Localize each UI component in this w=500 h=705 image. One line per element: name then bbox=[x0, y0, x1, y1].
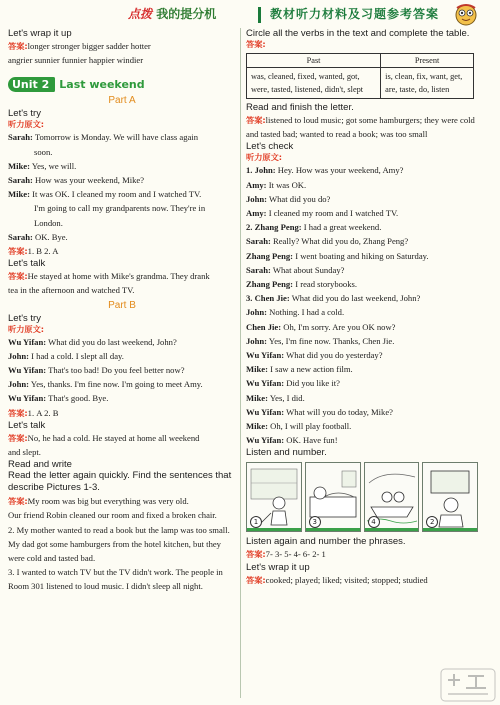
answer-text: My room was big but everything was very old. bbox=[27, 496, 189, 507]
picture-base-strip bbox=[306, 528, 360, 531]
dialogue-line: What did you do last weekend, John? bbox=[48, 336, 177, 347]
dialogue-line: What will you do today, Mike? bbox=[286, 406, 393, 417]
dialogue-row bbox=[246, 334, 478, 348]
picture-boating bbox=[364, 462, 420, 532]
dialogue-row bbox=[246, 419, 478, 433]
dialogue-line: Yes, I did. bbox=[269, 392, 305, 403]
instruction-text: Read the letter again quickly. Find the sentences that describe Pictures 1-3. bbox=[8, 470, 232, 494]
section-heading-lets-try: Let's try bbox=[8, 312, 41, 324]
section-heading-wrap: Let's wrap it up bbox=[246, 561, 310, 573]
picture-number: 3 bbox=[309, 516, 321, 528]
speaker: Mike: bbox=[8, 189, 30, 200]
dialogue-row bbox=[246, 206, 478, 220]
dialogue-line: Yes, we will. bbox=[31, 160, 77, 171]
speaker: Wu Yifan: bbox=[246, 378, 285, 389]
speaker: Wu Yifan: bbox=[246, 435, 285, 446]
table-row bbox=[247, 68, 474, 99]
answer-text: cooked; played; liked; visited; stopped; studied bbox=[265, 574, 428, 585]
dialogue-line: Really? What did you do, Zhang Peng? bbox=[273, 236, 409, 247]
speaker: Wu Yifan: bbox=[246, 350, 285, 361]
dialogue-line: What did you do yesterday? bbox=[286, 350, 383, 361]
page-header bbox=[0, 0, 500, 28]
watermark-logo-icon bbox=[440, 668, 496, 702]
speaker: John: bbox=[8, 379, 30, 390]
left-column bbox=[8, 28, 236, 594]
dialogue-line: What did you do? bbox=[269, 193, 331, 204]
section-heading-lets-talk: Let's talk bbox=[8, 258, 46, 270]
speaker: Amy: bbox=[246, 208, 267, 219]
speaker: Sarah: bbox=[8, 132, 33, 143]
dialogue-line: I had a cold. I slept all day. bbox=[31, 350, 124, 361]
speaker: Amy: bbox=[246, 179, 267, 190]
answer-label: 答案: bbox=[8, 496, 28, 507]
speaker: 2. Zhang Peng: bbox=[246, 222, 302, 233]
brand-title bbox=[128, 5, 216, 22]
dialogue-row bbox=[246, 348, 478, 362]
answer-text: 2. My mother wanted to read a book but the lamp was too small. My dad got some hamburgers from the hotel kitchen, but they were cold and tasted bad. bbox=[8, 524, 230, 564]
table-cell-past: was, cleaned, fixed, wanted, got, were, tasted, listened, didn't, slept bbox=[247, 68, 381, 99]
answer-label: 答案: bbox=[8, 271, 28, 282]
answer-text: longer stronger bigger sadder hotter bbox=[27, 41, 151, 51]
dialogue-line: How was your weekend, Mike? bbox=[35, 175, 145, 186]
speaker: John: bbox=[246, 307, 268, 318]
answer-label: 答案: bbox=[246, 549, 266, 560]
section-heading-wrap: Let's wrap it up bbox=[8, 28, 72, 39]
dialogue-line: I saw a new action film. bbox=[270, 364, 353, 375]
picture-number: 4 bbox=[368, 516, 380, 528]
dialogue-line: Oh, I'm sorry. Are you OK now? bbox=[283, 321, 396, 332]
dialogue-line: That's too bad! Do you feel better now? bbox=[48, 365, 185, 376]
speaker: Mike: bbox=[246, 392, 268, 403]
table-cell-present: is, clean, fix, want, get, are, taste, do, listen bbox=[381, 68, 474, 99]
dialogue-line: OK. Have fun! bbox=[286, 435, 338, 446]
answer-text: No, he had a cold. He stayed at home all weekend bbox=[27, 432, 200, 443]
dialogue-row bbox=[246, 362, 478, 376]
section-heading-lets-check: Let's check bbox=[246, 141, 294, 153]
verbs-table bbox=[246, 53, 474, 99]
speaker: 3. Chen Jie: bbox=[246, 293, 290, 304]
listening-label: 听力原文: bbox=[246, 152, 283, 163]
dialogue-row bbox=[246, 291, 478, 305]
check-dialogue bbox=[246, 163, 478, 447]
picture-cleaning-room bbox=[246, 462, 302, 532]
dialogue-line: I cleaned my room and I watched TV. bbox=[268, 208, 399, 219]
answer-text: He stayed at home with Mike's grandma. They drank bbox=[27, 271, 210, 282]
answer-text: angrier sunnier funnier happier windier bbox=[8, 55, 144, 66]
part-a-heading: Part A bbox=[108, 95, 136, 107]
dialogue-line: Oh, I will play football. bbox=[270, 421, 352, 432]
dialogue-line: OK. Bye. bbox=[35, 231, 68, 242]
unit-name: Last weekend bbox=[59, 78, 145, 92]
page-header-title: 教材听力材料及习题参考答案 bbox=[270, 7, 440, 21]
speaker: John: bbox=[8, 350, 30, 361]
brand-slogan: 我的提分机 bbox=[156, 7, 217, 21]
dialogue-row bbox=[246, 249, 478, 263]
table-header-present: Present bbox=[381, 54, 474, 68]
picture-base-strip bbox=[423, 528, 477, 531]
header-divider-bar bbox=[258, 7, 261, 23]
dialogue-line: soon. bbox=[34, 146, 53, 157]
dialogue-line: Tomorrow is Monday. We will have class again bbox=[34, 132, 198, 143]
dialogue-row bbox=[246, 277, 478, 291]
section-heading-listen-number: Listen and number. bbox=[246, 447, 327, 459]
answer-label: 答案: bbox=[246, 39, 266, 49]
dialogue-row bbox=[246, 320, 478, 334]
section-heading-lets-talk: Let's talk bbox=[8, 419, 46, 431]
picture-base-strip bbox=[365, 528, 419, 531]
speaker: Chen Jie: bbox=[246, 321, 282, 332]
dialogue-row bbox=[246, 305, 478, 319]
dialogue-line: I read storybooks. bbox=[295, 279, 358, 290]
dialogue-line: That's good. Bye. bbox=[48, 393, 109, 404]
picture-watching-film bbox=[422, 462, 478, 532]
listening-label: 听力原文: bbox=[8, 323, 45, 334]
picture-number: 1 bbox=[250, 516, 262, 528]
dialogue-row bbox=[246, 391, 478, 405]
speaker: Sarah: bbox=[8, 175, 33, 186]
unit-title bbox=[8, 75, 236, 93]
speaker: Sarah: bbox=[8, 231, 33, 242]
answer-text: tea in the afternoon and watched TV. bbox=[8, 285, 135, 296]
answer-label: 答案: bbox=[246, 574, 266, 585]
dialogue-line: Nothing. I had a cold. bbox=[269, 307, 345, 318]
answer-label: 答案: bbox=[8, 407, 28, 418]
answer-text: 1. B 2. A bbox=[27, 246, 59, 257]
speaker: Wu Yifan: bbox=[8, 365, 47, 376]
answer-label: 答案: bbox=[8, 246, 28, 257]
speaker: Sarah: bbox=[246, 264, 271, 275]
table-header-past: Past bbox=[247, 54, 381, 68]
answer-text: listened to loud music; got some hamburgers; they were cold and tasted bad; wanted to read a book; was too small bbox=[246, 115, 475, 140]
speaker: Zhang Peng: bbox=[246, 250, 294, 261]
speaker: John: bbox=[246, 193, 268, 204]
dialogue-line: Yes, I'm fine now. Thanks, Chen Jie. bbox=[268, 335, 395, 346]
dialogue-line: What did you do last weekend, John? bbox=[291, 293, 421, 304]
section-heading-listen-phrases: Listen again and number the phrases. bbox=[246, 536, 406, 548]
column-divider bbox=[240, 28, 241, 698]
dialogue-line: I'm going to call my grandparents now. They're in bbox=[34, 203, 206, 214]
picture-boy-in-bed bbox=[305, 462, 361, 532]
dialogue-row bbox=[246, 376, 478, 390]
speaker: Wu Yifan: bbox=[8, 393, 47, 404]
answer-text: Our friend Robin cleaned our room and fixed a broken chair. bbox=[8, 510, 217, 521]
section-heading-read-finish: Read and finish the letter. bbox=[246, 102, 354, 113]
section-heading-read-write: Read and write bbox=[8, 459, 72, 471]
speaker: 1. John: bbox=[246, 165, 276, 176]
dialogue-row bbox=[246, 234, 478, 248]
mascot-icon bbox=[453, 2, 479, 26]
brand-logo-text: 点拨 bbox=[128, 7, 153, 21]
instruction-text: Circle all the verbs in the text and complete the table. bbox=[246, 28, 470, 39]
answer-text: 3. I wanted to watch TV but the TV didn't work. The people in Room 301 listened to loud music. I didn't sleep all night. bbox=[8, 567, 223, 592]
answer-label: 答案: bbox=[8, 432, 28, 443]
speaker: Wu Yifan: bbox=[246, 406, 285, 417]
dialogue-line: I had a great weekend. bbox=[303, 222, 382, 233]
answer-label: 答案: bbox=[8, 41, 28, 51]
dialogue-row bbox=[246, 178, 478, 192]
speaker: Zhang Peng: bbox=[246, 279, 294, 290]
speaker: Mike: bbox=[246, 364, 268, 375]
answer-text: 1. A 2. B bbox=[27, 407, 59, 418]
dialogue-row bbox=[246, 220, 478, 234]
picture-base-strip bbox=[247, 528, 301, 531]
dialogue-line: Hey. How was your weekend, Amy? bbox=[277, 165, 404, 176]
dialogue-row bbox=[246, 163, 478, 177]
dialogue-line: I went boating and hiking on Saturday. bbox=[295, 250, 429, 261]
picture-number: 2 bbox=[426, 516, 438, 528]
right-column bbox=[246, 28, 478, 587]
section-heading-lets-try: Let's try bbox=[8, 108, 41, 120]
dialogue-row bbox=[246, 433, 478, 447]
speaker: John: bbox=[246, 335, 268, 346]
part-b-heading: Part B bbox=[108, 299, 136, 311]
dialogue-line: London. bbox=[34, 217, 63, 228]
unit-badge: Unit 2 bbox=[8, 77, 55, 92]
speaker: Sarah: bbox=[246, 236, 271, 247]
speaker: Mike: bbox=[246, 421, 268, 432]
answer-text: and slept. bbox=[8, 447, 41, 458]
dialogue-row bbox=[246, 192, 478, 206]
dialogue-line: It was OK. bbox=[268, 179, 307, 190]
answer-label: 答案: bbox=[246, 115, 266, 125]
listening-label: 听力原文: bbox=[8, 119, 45, 130]
speaker: Mike: bbox=[8, 160, 30, 171]
speaker: Wu Yifan: bbox=[8, 336, 47, 347]
dialogue-line: Did you like it? bbox=[286, 378, 340, 389]
answer-text: 7- 3- 5- 4- 6- 2- 1 bbox=[265, 549, 326, 560]
dialogue-line: It was OK. I cleaned my room and I watched TV. bbox=[32, 189, 202, 200]
dialogue-row bbox=[246, 263, 478, 277]
dialogue-row bbox=[246, 405, 478, 419]
dialogue-line: What about Sunday? bbox=[272, 264, 345, 275]
picture-strip bbox=[246, 462, 478, 532]
dialogue-line: Yes, thanks. I'm fine now. I'm going to meet Amy. bbox=[30, 379, 203, 390]
